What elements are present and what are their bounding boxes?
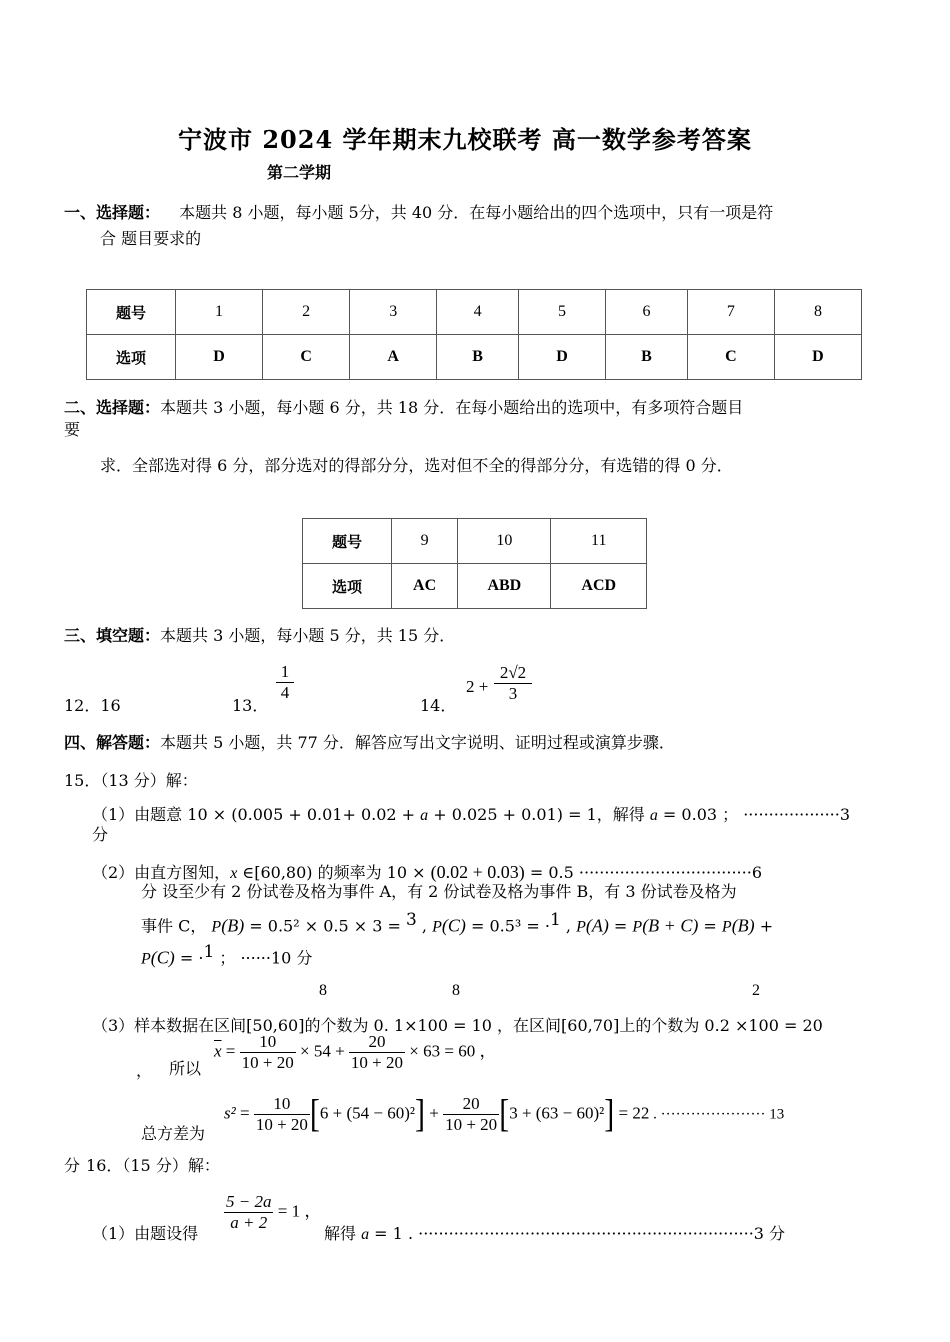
q15-part2-line4 — [141, 942, 312, 969]
fraction-numerator: 10 — [240, 1032, 296, 1053]
q16-header: 16．（15 分）解： — [86, 1156, 220, 1175]
left-bracket: [ — [499, 1092, 510, 1136]
table-cell: AC — [392, 564, 458, 609]
table-header-cell: 题号 — [303, 519, 392, 564]
section1-intro — [64, 203, 773, 223]
math-expr: 3 + (63 − 60)² — [509, 1103, 605, 1123]
fraction-numerator: 20 — [349, 1032, 405, 1053]
table-cell: C — [687, 335, 774, 380]
text: 事件 C， — [141, 916, 212, 936]
table-cell: B — [606, 335, 688, 380]
denominator-8: 8 — [319, 982, 327, 999]
section2-answer-table — [302, 518, 647, 609]
text: = 22 — [614, 1103, 650, 1123]
q15-part3-suoyi: 所以 — [169, 1059, 202, 1078]
denominator-2: 2 — [752, 982, 760, 999]
text: = — [698, 916, 722, 936]
math-expr: 6 + (54 − 60)² — [319, 1103, 415, 1123]
answer-14-fraction — [494, 663, 532, 704]
section2-desc-wrap: 要 — [64, 420, 81, 439]
q15-part3-comma: ， — [136, 1061, 153, 1080]
text: = — [608, 916, 633, 936]
fraction-denominator: 3 — [508, 684, 518, 703]
fraction-denominator: 4 — [280, 683, 290, 702]
section4-heading: 四、解答题： — [64, 733, 161, 752]
table-cell: 11 — [551, 519, 647, 564]
denominator-8: 8 — [452, 982, 460, 999]
q16-part1-label: （1）由题设得 — [92, 1224, 199, 1243]
text: ； ······10 分 — [214, 948, 313, 968]
table-cell: 1 — [176, 290, 263, 335]
fraction-denominator: a + 2 — [230, 1213, 268, 1232]
table-cell: 2 — [263, 290, 350, 335]
section3-desc: 本题共 3 小题，每小题 5 分，共 15 分． — [160, 626, 456, 645]
section1-answer-table — [86, 289, 862, 380]
table-cell: C — [263, 335, 350, 380]
table-cell: 10 — [458, 519, 551, 564]
math-var: P — [576, 918, 586, 936]
table-cell: A — [350, 335, 437, 380]
section4-desc: 本题共 5 小题，共 77 分．解答应写出文字说明、证明过程或演算步骤． — [160, 733, 675, 752]
q15-part2-line3 — [141, 910, 773, 937]
fraction-numerator: 1 — [276, 662, 294, 683]
table-header-cell: 题号 — [87, 290, 176, 335]
fraction-numerator: 1 — [549, 910, 561, 930]
q15-part1-score: 分 — [92, 825, 109, 844]
q15-part2 — [92, 862, 762, 884]
text: （1）由题意 10 × (0.005 + 0.01+ 0.02 + — [92, 805, 421, 824]
section1-desc: 本题共 8 小题，每小题 5分，共 40 分．在每小题给出的四个选项中，只有一项是符 — [179, 203, 774, 222]
text: （2）由直方图知， — [92, 863, 231, 882]
text: × 54 + — [295, 1041, 349, 1061]
table-header-cell: 选项 — [303, 564, 392, 609]
table-cell: B — [437, 335, 519, 380]
table-header-cell: 选项 — [87, 335, 176, 380]
right-bracket: ] — [415, 1092, 425, 1136]
section2-desc-line2: 求．全部选对得 6 分，部分选对的得部分分，选对但不全的得部分分，有选错的得 0 分． — [100, 456, 733, 475]
fraction-numerator: 20 — [443, 1094, 499, 1115]
text: , — [416, 916, 433, 936]
text: × 63 = 60 ， — [405, 1041, 497, 1061]
text: = 1 ， — [273, 1201, 322, 1221]
text: = 0.03 ； ···················3 — [657, 805, 851, 824]
math-expr: (A) — [585, 915, 609, 936]
fraction — [254, 1094, 310, 1135]
fraction — [349, 1032, 405, 1073]
math-expr: (B + C) — [642, 915, 699, 936]
fraction-numerator: 10 — [254, 1094, 310, 1115]
answer-14-prefix: 2 + — [466, 677, 489, 696]
fraction-numerator: 2√2 — [494, 663, 532, 684]
section2-desc: 本题共 3 小题，每小题 6 分，共 18 分．在每小题给出的选项中，有多项符合题目 — [160, 398, 744, 417]
variance-formula — [224, 1094, 784, 1135]
math-var: P — [632, 918, 643, 936]
left-bracket: [ — [309, 1092, 320, 1136]
math-expr: (B) — [221, 915, 245, 936]
q16-part1-result — [324, 1224, 785, 1245]
table-cell: 7 — [687, 290, 774, 335]
table-cell: 6 — [606, 290, 688, 335]
answer-14-label: 14． — [420, 696, 457, 715]
q16-equation — [224, 1192, 321, 1233]
table-cell: D — [176, 335, 263, 380]
math-var: P — [141, 950, 151, 968]
fraction-denominator: 10 + 20 — [241, 1053, 294, 1072]
q16-header-line — [64, 1156, 220, 1176]
math-var: $\overline{x}$ — [214, 1041, 222, 1061]
answer-13-fraction — [276, 662, 294, 703]
fraction-denominator: 10 + 20 — [350, 1053, 404, 1072]
table-cell: 4 — [437, 290, 519, 335]
section3-heading: 三、填空题： — [64, 626, 161, 645]
table-cell: 3 — [350, 290, 437, 335]
table-cell: ACD — [551, 564, 647, 609]
math-expr: (C) — [150, 947, 175, 968]
math-var: P — [432, 918, 442, 936]
table-row — [303, 564, 647, 609]
text: + 0.025 + 0.01) = 1，解得 — [428, 805, 650, 824]
table-cell: D — [774, 335, 861, 380]
section1-desc-line2: 合 题目要求的 — [100, 229, 202, 248]
table-cell: 8 — [774, 290, 861, 335]
math-var: s² — [224, 1103, 236, 1123]
text: 解得 — [324, 1224, 362, 1243]
page-title: 宁波市 2024 学年期末九校联考 高一数学参考答案 — [178, 125, 752, 154]
math-expr: (C) — [441, 915, 466, 936]
math-expr: (B) — [731, 915, 755, 936]
semester-label: 第二学期 — [267, 163, 332, 182]
q15-part2-line2: 分 设至少有 2 份试卷及格为事件 A，有 2 份试卷及格为事件 B，有 3 份试卷及格为 — [141, 882, 737, 901]
fraction-denominator: 10 + 20 — [445, 1115, 498, 1134]
text: = 0.5³ = · — [465, 916, 550, 936]
section3-intro — [64, 626, 455, 646]
text: = 1 . ··································································3 分 — [369, 1224, 786, 1243]
fraction — [240, 1032, 296, 1073]
q15-header: 15．（13 分）解： — [64, 771, 198, 790]
q15-part3-score: 分 — [64, 1156, 81, 1175]
q15-part1 — [92, 805, 850, 826]
answer-12: 12．16 — [64, 696, 121, 715]
math-var: P — [211, 918, 222, 936]
mean-formula — [214, 1032, 496, 1073]
text: + — [754, 916, 774, 936]
right-bracket: ] — [604, 1092, 615, 1136]
table-cell: ABD — [458, 564, 551, 609]
text: = 0.5² × 0.5 × 3 = — [244, 916, 406, 936]
text: = — [221, 1041, 240, 1061]
text: ∈[60,80) 的频率为 10 × — [237, 863, 431, 882]
section2-heading: 二、选择题： — [64, 398, 161, 417]
table-row — [303, 519, 647, 564]
fraction-numerator: 3 — [405, 910, 417, 930]
table-cell: 9 — [392, 519, 458, 564]
total-variance-label: 总方差为 — [141, 1124, 206, 1143]
math-var: x — [230, 865, 238, 882]
table-row — [87, 335, 862, 380]
q15-part3: （3）样本数据在区间[50,60]的个数为 0. 1×100 = 10 ，在区间[60,70]上的个数为 0.2 ×100 = 20 — [92, 1016, 823, 1035]
text: . ····················· 13 — [649, 1106, 785, 1123]
table-cell: 5 — [518, 290, 605, 335]
fraction-numerator: 1 — [203, 942, 215, 962]
text: , — [560, 916, 577, 936]
math-var: a — [420, 807, 429, 824]
math-var: a — [361, 1226, 370, 1243]
fraction — [224, 1192, 273, 1233]
text: = · — [174, 948, 204, 968]
fraction-numerator: 5 − 2a — [226, 1192, 272, 1211]
math-expr: (0.02 + 0.03) — [430, 862, 525, 882]
section4-intro — [64, 733, 675, 753]
fraction-denominator: 10 + 20 — [255, 1115, 308, 1134]
text: = — [235, 1103, 254, 1123]
section1-heading: 一、选择题： — [64, 203, 161, 222]
answer-13-label: 13． — [232, 696, 269, 715]
text: = 0.5 ··································6 — [524, 863, 762, 882]
section2-intro — [64, 398, 743, 418]
table-cell: D — [518, 335, 605, 380]
table-row — [87, 290, 862, 335]
text: + — [425, 1103, 444, 1123]
math-var: P — [721, 918, 732, 936]
fraction — [443, 1094, 499, 1135]
math-var: a — [649, 807, 658, 824]
